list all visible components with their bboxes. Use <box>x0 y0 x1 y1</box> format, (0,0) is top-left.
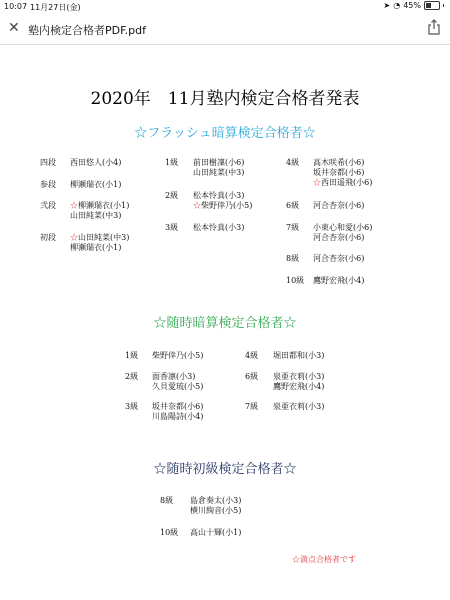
rank-entry <box>40 201 170 221</box>
names-list <box>152 351 203 361</box>
rank-entry <box>286 276 416 286</box>
section-title-anzan: ☆随時暗算検定合格者☆ <box>153 316 297 331</box>
rank-entry <box>286 254 416 264</box>
names-list <box>313 276 364 286</box>
rank-label: 四段 <box>40 158 56 167</box>
passer-name: 坂井奈都(小6) <box>152 402 204 411</box>
rank-label: 8級 <box>160 496 174 505</box>
star-icon: ☆ <box>193 201 201 210</box>
rank-label: 8級 <box>286 254 300 263</box>
passer-name: 久貝愛琉(小5) <box>152 382 204 391</box>
status-right <box>384 1 444 10</box>
status-bar <box>0 0 450 14</box>
passer-name: 松本怜真(小3) <box>193 191 245 200</box>
viewer-toolbar <box>0 14 450 45</box>
passer-name: 松本怜真(小3) <box>193 223 245 232</box>
close-icon[interactable]: ✕ <box>8 20 20 36</box>
names-list <box>313 201 364 211</box>
passer-name: 高木咲希(小6) <box>313 158 365 167</box>
rank-label: 初段 <box>40 233 56 242</box>
passer-name: 河合杏奈(小6) <box>313 201 365 210</box>
rank-label: 6級 <box>286 201 300 210</box>
names-list <box>190 496 241 516</box>
share-icon[interactable] <box>428 19 440 35</box>
passer-name: ☆西田遥飛(小6) <box>313 178 373 187</box>
passer-name: 柳瀬瑞衣(小1) <box>70 180 122 189</box>
names-list <box>313 223 372 243</box>
rank-entry <box>40 233 170 253</box>
names-list <box>70 233 129 253</box>
rank-entry <box>245 372 375 392</box>
names-list <box>193 191 252 211</box>
passer-name: ☆柳瀬瑞衣(小1) <box>70 201 130 210</box>
names-list <box>273 372 324 392</box>
rank-label: 弐段 <box>40 201 56 210</box>
rank-entry <box>286 201 416 211</box>
rank-entry <box>160 528 290 538</box>
star-icon: ☆ <box>313 178 321 187</box>
passer-name: 川島陽詩(小4) <box>152 412 204 421</box>
rank-entry <box>245 351 375 361</box>
names-list <box>152 372 203 392</box>
passer-name: 高山十輝(小1) <box>190 528 242 537</box>
rank-label: 3級 <box>165 223 179 232</box>
passer-name: 柳瀬瑞衣(小1) <box>70 243 122 252</box>
star-icon: ☆ <box>70 201 78 210</box>
passer-name: 横川絢音(小5) <box>190 506 242 515</box>
rank-entry <box>160 496 290 516</box>
passer-name: 小東心和愛(小6) <box>313 223 373 232</box>
passer-name: 鷹野宏飛(小4) <box>273 382 325 391</box>
rank-entry <box>125 372 255 392</box>
rank-label: 3級 <box>125 402 139 411</box>
names-list <box>313 158 372 188</box>
battery-icon <box>424 1 440 10</box>
location-icon: ➤ <box>383 1 391 10</box>
passer-name: 島倉奏太(小3) <box>190 496 242 505</box>
rank-entry <box>286 158 416 188</box>
rank-label: 4級 <box>245 351 259 360</box>
rank-label: 1級 <box>165 158 179 167</box>
names-list <box>313 254 364 264</box>
rank-entry <box>165 158 295 178</box>
passer-name: 堀田都和(小3) <box>273 351 325 360</box>
passer-name: ☆山田純菜(中3) <box>70 233 130 242</box>
page-title: 2020年 11月塾内検定合格者発表 <box>90 89 360 109</box>
passer-name: 鷹野宏飛(小4) <box>313 276 365 285</box>
names-list <box>193 223 244 233</box>
passer-name: 前田樹凜(小6) <box>193 158 245 167</box>
rank-entry <box>125 351 255 361</box>
note-perfect-score: ☆満点合格者です <box>292 555 356 564</box>
names-list <box>152 402 203 422</box>
rank-entry <box>125 402 255 422</box>
names-list <box>70 158 121 168</box>
passer-name: 山田純菜(中3) <box>70 211 122 220</box>
pdf-page[interactable] <box>0 46 450 600</box>
battery-percent: 45% <box>403 1 421 10</box>
passer-name: 坂井奈都(小6) <box>313 168 365 177</box>
passer-name: 山田純菜(中3) <box>193 168 245 177</box>
passer-name: 柴野倖乃(小5) <box>152 351 204 360</box>
rank-label: 2級 <box>165 191 179 200</box>
document-title: 塾内検定合格者PDF.pdf <box>28 24 146 37</box>
wifi-icon: ◔ <box>393 1 401 10</box>
rank-entry <box>165 191 295 211</box>
status-time: 10:07 <box>4 2 28 11</box>
rank-entry <box>245 402 375 412</box>
section-title-flash: ☆フラッシュ暗算検定合格者☆ <box>134 126 316 141</box>
rank-label: 参段 <box>40 180 56 189</box>
passer-name: 河合杏奈(小6) <box>313 233 365 242</box>
passer-name: 河合杏奈(小6) <box>313 254 365 263</box>
rank-label: 7級 <box>286 223 300 232</box>
passer-name: 面香凛(小3) <box>152 372 196 381</box>
names-list <box>70 201 129 221</box>
rank-label: 10級 <box>286 276 305 285</box>
rank-label: 1級 <box>125 351 139 360</box>
rank-entry <box>40 158 170 168</box>
star-icon: ☆ <box>70 233 78 242</box>
passer-name: ☆柴野倖乃(小5) <box>193 201 253 210</box>
names-list <box>190 528 241 538</box>
rank-label: 10級 <box>160 528 179 537</box>
section-title-shokyu: ☆随時初級検定合格者☆ <box>153 462 297 477</box>
names-list <box>193 158 244 178</box>
names-list <box>70 180 121 190</box>
names-list <box>273 402 324 412</box>
status-date: 11月27日(金) <box>30 3 81 12</box>
rank-entry <box>286 223 416 243</box>
names-list <box>273 351 324 361</box>
rank-label: 7級 <box>245 402 259 411</box>
rank-entry <box>165 223 295 233</box>
rank-entry <box>40 180 170 190</box>
passer-name: 西田悠人(小4) <box>70 158 122 167</box>
passer-name: 泉亜衣莉(小3) <box>273 402 325 411</box>
rank-label: 2級 <box>125 372 139 381</box>
rank-label: 6級 <box>245 372 259 381</box>
rank-label: 4級 <box>286 158 300 167</box>
passer-name: 泉亜衣莉(小3) <box>273 372 325 381</box>
